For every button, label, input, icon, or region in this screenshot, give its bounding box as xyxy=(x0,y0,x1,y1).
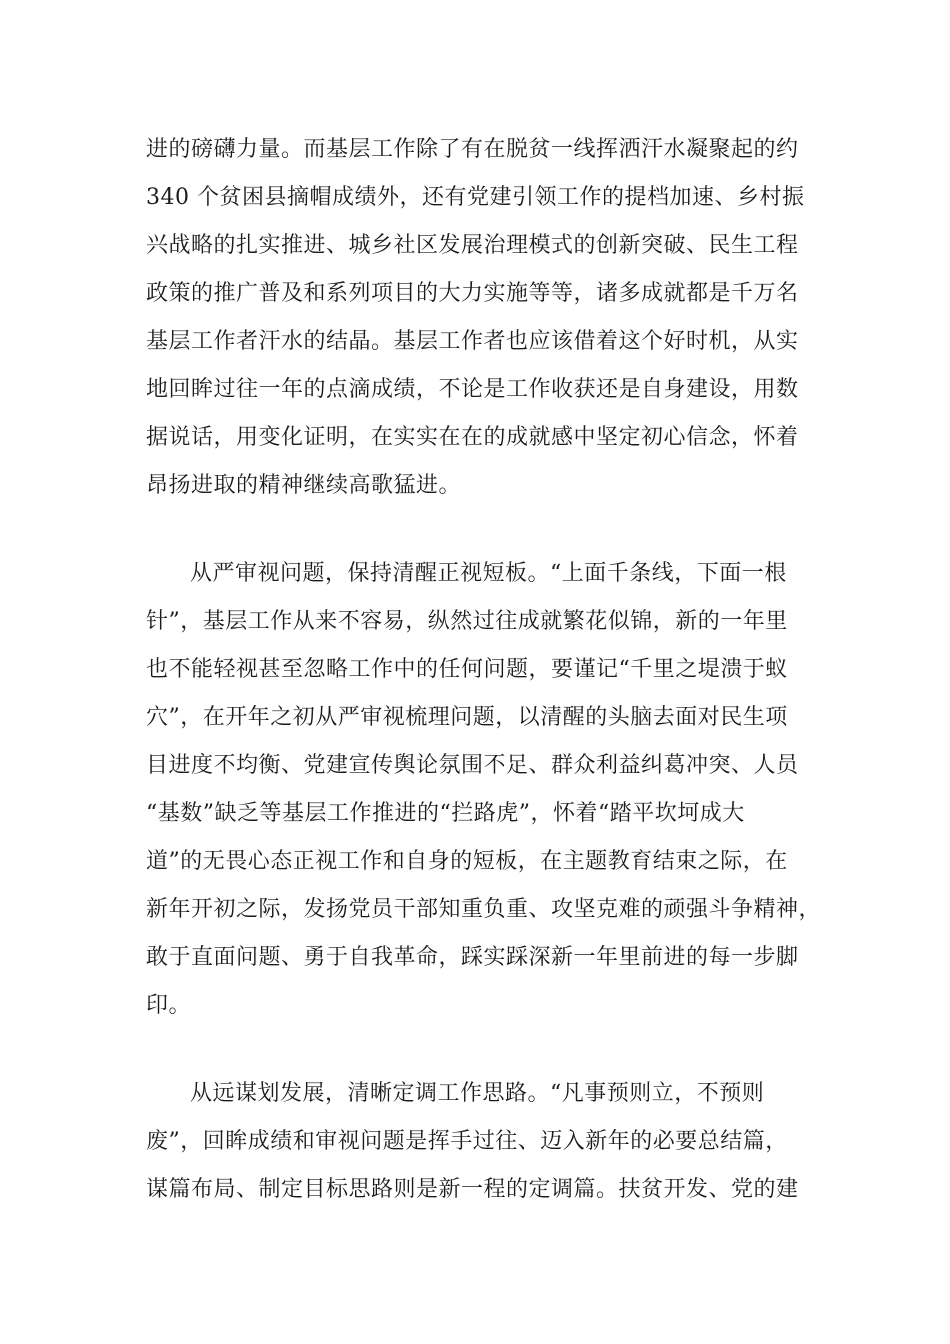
paragraph-2-line-7: 道”的无畏心态正视工作和自身的短板，在主题教育结束之际，在 xyxy=(146,849,788,874)
paragraph-1-line-4: 政策的推广普及和系列项目的大力实施等等，诸多成就都是千万名 xyxy=(146,281,799,306)
paragraph-2-line-6: “基数”缺乏等基层工作推进的“拦路虎”，怀着“踏平坎坷成大 xyxy=(146,801,745,826)
paragraph-3-line-2: 废”，回眸成绩和审视问题是挥手过往、迈入新年的必要总结篇， xyxy=(146,1129,788,1154)
paragraph-2-line-4: 穴”，在开年之初从严审视梳理问题，以清醒的头脑去面对民生项 xyxy=(146,705,788,730)
paragraph-1-line-5: 基层工作者汗水的结晶。基层工作者也应该借着这个好时机，从实 xyxy=(146,329,799,354)
paragraph-1-line-6: 地回眸过往一年的点滴成绩，不论是工作收获还是自身建设，用数 xyxy=(146,377,799,402)
paragraph-2-line-9: 敢于直面问题、勇于自我革命，踩实踩深新一年里前进的每一步脚 xyxy=(146,945,799,970)
paragraph-2-line-1: 从严审视问题，保持清醒正视短板。“上面千条线，下面一根 xyxy=(190,561,787,586)
paragraph-2-line-8: 新年开初之际，发扬党员干部知重负重、攻坚克难的顽强斗争精神， xyxy=(146,897,822,922)
paragraph-2-line-5: 目进度不均衡、党建宣传舆论氛围不足、群众利益纠葛冲突、人员 xyxy=(146,753,799,778)
paragraph-3-line-3: 谋篇布局、制定目标思路则是新一程的定调篇。扶贫开发、党的建 xyxy=(146,1177,799,1202)
paragraph-1-line-2: 340 个贫困县摘帽成绩外，还有党建引领工作的提档加速、乡村振 xyxy=(146,185,805,210)
paragraph-2-line-10: 印。 xyxy=(146,993,192,1018)
paragraph-3-line-1: 从远谋划发展，清晰定调工作思路。“凡事预则立，不预则 xyxy=(190,1081,765,1106)
paragraph-1-line-1: 进的磅礴力量。而基层工作除了有在脱贫一线挥洒汗水凝聚起的约 xyxy=(146,137,799,162)
paragraph-2-line-3: 也不能轻视甚至忽略工作中的任何问题，要谨记“千里之堤溃于蚁 xyxy=(146,657,788,682)
paragraph-1-line-3: 兴战略的扎实推进、城乡社区发展治理模式的创新突破、民生工程 xyxy=(146,233,799,258)
paragraph-1-line-8: 昂扬进取的精神继续高歌猛进。 xyxy=(146,473,462,498)
paragraph-2-line-2: 针”，基层工作从来不容易，纵然过往成就繁花似锦，新的一年里 xyxy=(146,609,788,634)
paragraph-1-line-7: 据说话，用变化证明，在实实在在的成就感中坚定初心信念，怀着 xyxy=(146,425,799,450)
